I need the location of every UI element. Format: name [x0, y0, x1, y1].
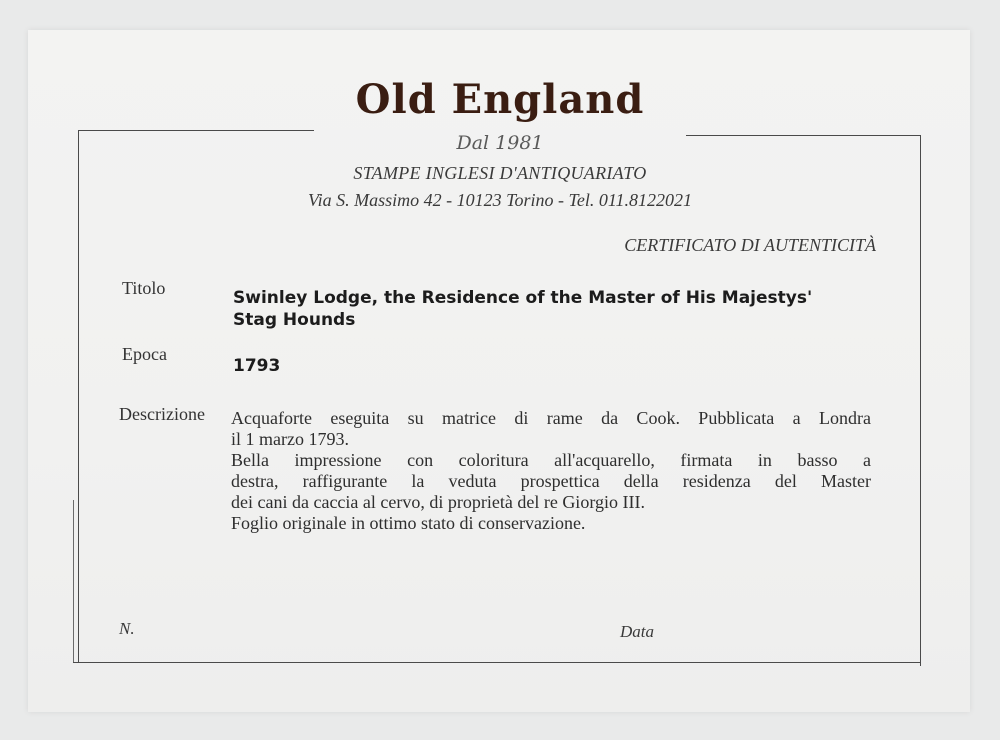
frame-bottom	[73, 662, 921, 663]
desc-line: dei cani da caccia al cervo, di proprietà del re Giorgio III.	[231, 492, 645, 512]
brand-logo: Old England	[355, 76, 645, 123]
desc-line: Bella impressione con coloritura all'acquarello, firmata in basso a	[231, 450, 871, 470]
certificate-title: CERTIFICATO DI AUTENTICITÀ	[624, 235, 876, 255]
titolo-line-1: Swinley Lodge, the Residence of the Master of His Majestys'	[233, 288, 813, 308]
descrizione-text	[231, 408, 871, 534]
titolo-value	[233, 287, 893, 331]
tagline: STAMPE INGLESI D'ANTIQUARIATO	[353, 163, 647, 183]
titolo-line-2: Stag Hounds	[233, 310, 356, 330]
frame-top-left	[79, 130, 314, 131]
since-script: Dal 1981	[456, 132, 544, 154]
date-label: Data	[620, 622, 654, 641]
titolo-label: Titolo	[122, 278, 166, 298]
descrizione-label: Descrizione	[119, 404, 205, 424]
desc-line: Foglio originale in ottimo stato di conservazione.	[231, 513, 586, 533]
frame-left-outer	[73, 500, 74, 663]
address: Via S. Massimo 42 - 10123 Torino - Tel. 011.8122021	[307, 190, 693, 210]
epoca-value: 1793	[233, 356, 281, 376]
desc-line: destra, raffigurante la veduta prospettica della residenza del Master	[231, 471, 871, 491]
frame-right	[920, 135, 921, 666]
desc-line: Acquaforte eseguita su matrice di rame da Cook. Pubblicata a Londra	[231, 408, 871, 428]
desc-line: il 1 marzo 1793.	[231, 429, 349, 449]
epoca-label: Epoca	[122, 344, 167, 364]
number-label: N.	[119, 619, 135, 638]
